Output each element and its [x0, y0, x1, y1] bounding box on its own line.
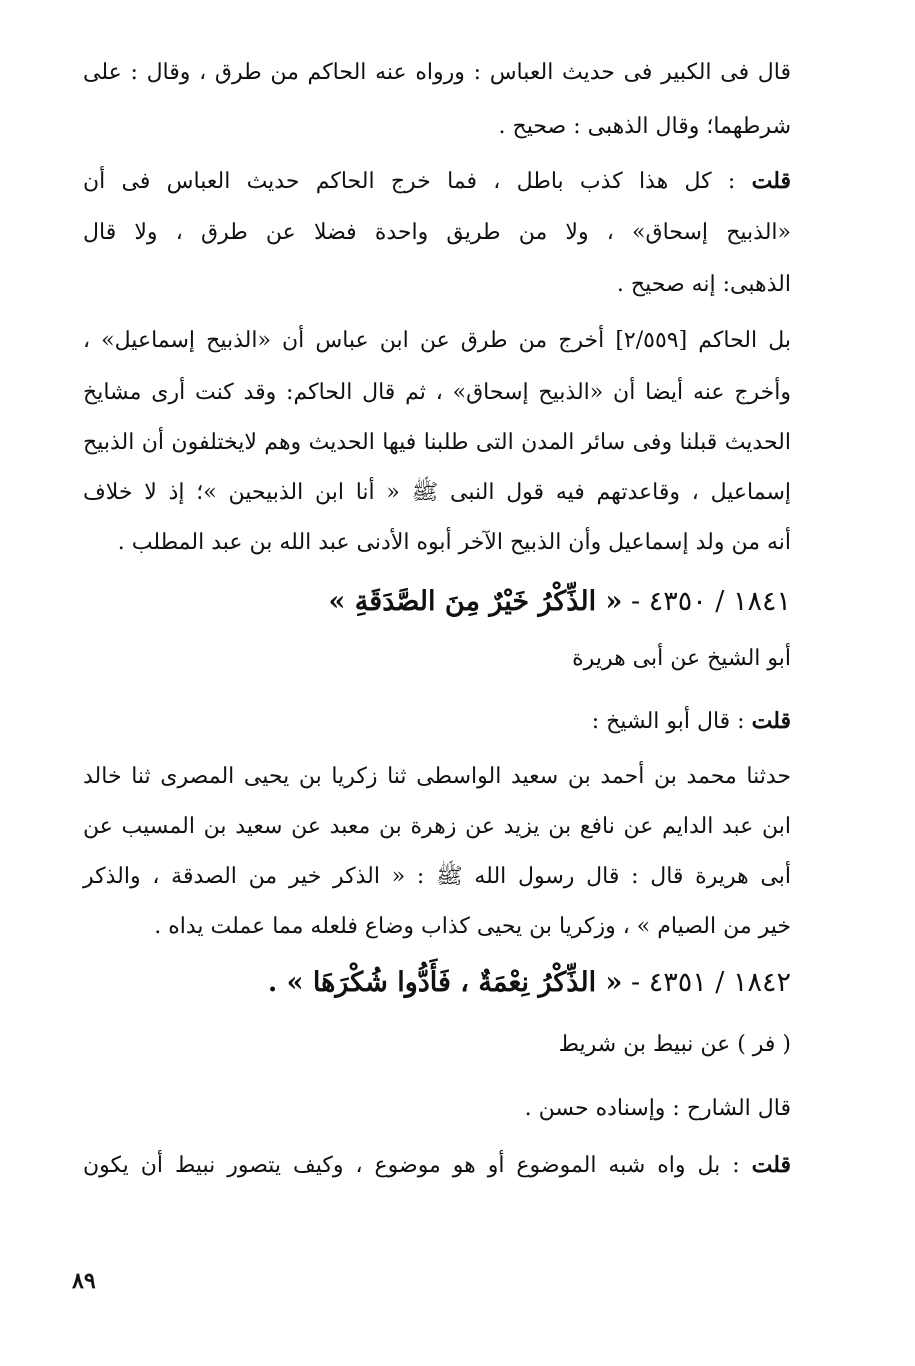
hadith-text: « الذِّكْرُ خَيْرٌ مِنَ الصَّدَقَةِ » [328, 586, 623, 617]
text-line: الذهبى: إنه صحيح . [616, 272, 791, 297]
text-line: بل الحاكم [٢/٥٥٩] أخرج من طرق عن ابن عباس أن «الذبيح إسماعيل» ، [83, 328, 791, 353]
qult-label: قلت [751, 708, 791, 734]
text-line [83, 166, 791, 197]
qult-text: : كل هذا كذب باطل ، فما خرج الحاكم حديث العباس فى أن [83, 169, 736, 194]
hadith-text: « الذِّكْرُ نِعْمَةٌ ، فَأَدُّوا شُكْرَهَا » . [267, 967, 623, 998]
text-line: الحديث قبلنا وفى سائر المدن التى طلبنا فيها الحديث وهم لايختلفون أن الذبيح [83, 430, 791, 455]
qult-text: : قال أبو الشيخ : [591, 709, 745, 734]
page-number: ٨٩ [72, 1268, 96, 1294]
hadith-source: ( فر ) عن نبيط بن شريط [558, 1032, 791, 1057]
text-line: إسماعيل ، وقاعدتهم فيه قول النبى ﷺ « أنا ابن الذبيحين »؛ إذ لا خلاف [83, 480, 791, 505]
qult-label: قلت [751, 168, 791, 194]
text-line [83, 1150, 791, 1181]
qult-text: : بل واه شبه الموضوع أو هو موضوع ، وكيف يتصور نبيط أن يكون [83, 1153, 740, 1178]
text-line: «الذبيح إسحاق» ، ولا من طريق واحدة فضلا عن طرق ، ولا قال [83, 220, 791, 245]
text-line: أنه من ولد إسماعيل وأن الذبيح الآخر أبوه الأدنى عبد الله بن عبد المطلب . [117, 530, 791, 555]
text-line: شرطهما؛ وقال الذهبى : صحيح . [498, 114, 791, 139]
text-line: ابن عبد الدايم عن نافع بن يزيد عن زهرة بن معبد عن سعيد بن المسيب عن [83, 814, 791, 839]
text-line: أبى هريرة قال : قال رسول الله ﷺ : « الذكر خير من الصدقة ، والذكر [83, 864, 791, 889]
text-line: وأخرج عنه أيضا أن «الذبيح إسحاق» ، ثم قال الحاكم: وقد كنت أرى مشايخ [83, 380, 791, 405]
hadith-heading [83, 964, 791, 1002]
hadith-heading [83, 583, 791, 621]
sharih-comment: قال الشارح : وإسناده حسن . [524, 1096, 791, 1121]
text-line: حدثنا محمد بن أحمد بن سعيد الواسطى ثنا زكريا بن يحيى المصرى ثنا خالد [83, 764, 791, 789]
hadith-number: ١٨٤١ / ٤٣٥٠ - [630, 586, 791, 617]
hadith-source: أبو الشيخ عن أبى هريرة [572, 646, 791, 671]
qult-label: قلت [751, 1152, 792, 1178]
text-line: قال فى الكبير فى حديث العباس : ورواه عنه الحاكم من طرق ، وقال : على [83, 60, 791, 85]
text-line: خير من الصيام » ، وزكريا بن يحيى كذاب وضاع فلعله مما عملت يداه . [154, 914, 791, 939]
hadith-number: ١٨٤٢ / ٤٣٥١ - [630, 967, 791, 998]
text-line [83, 706, 791, 737]
